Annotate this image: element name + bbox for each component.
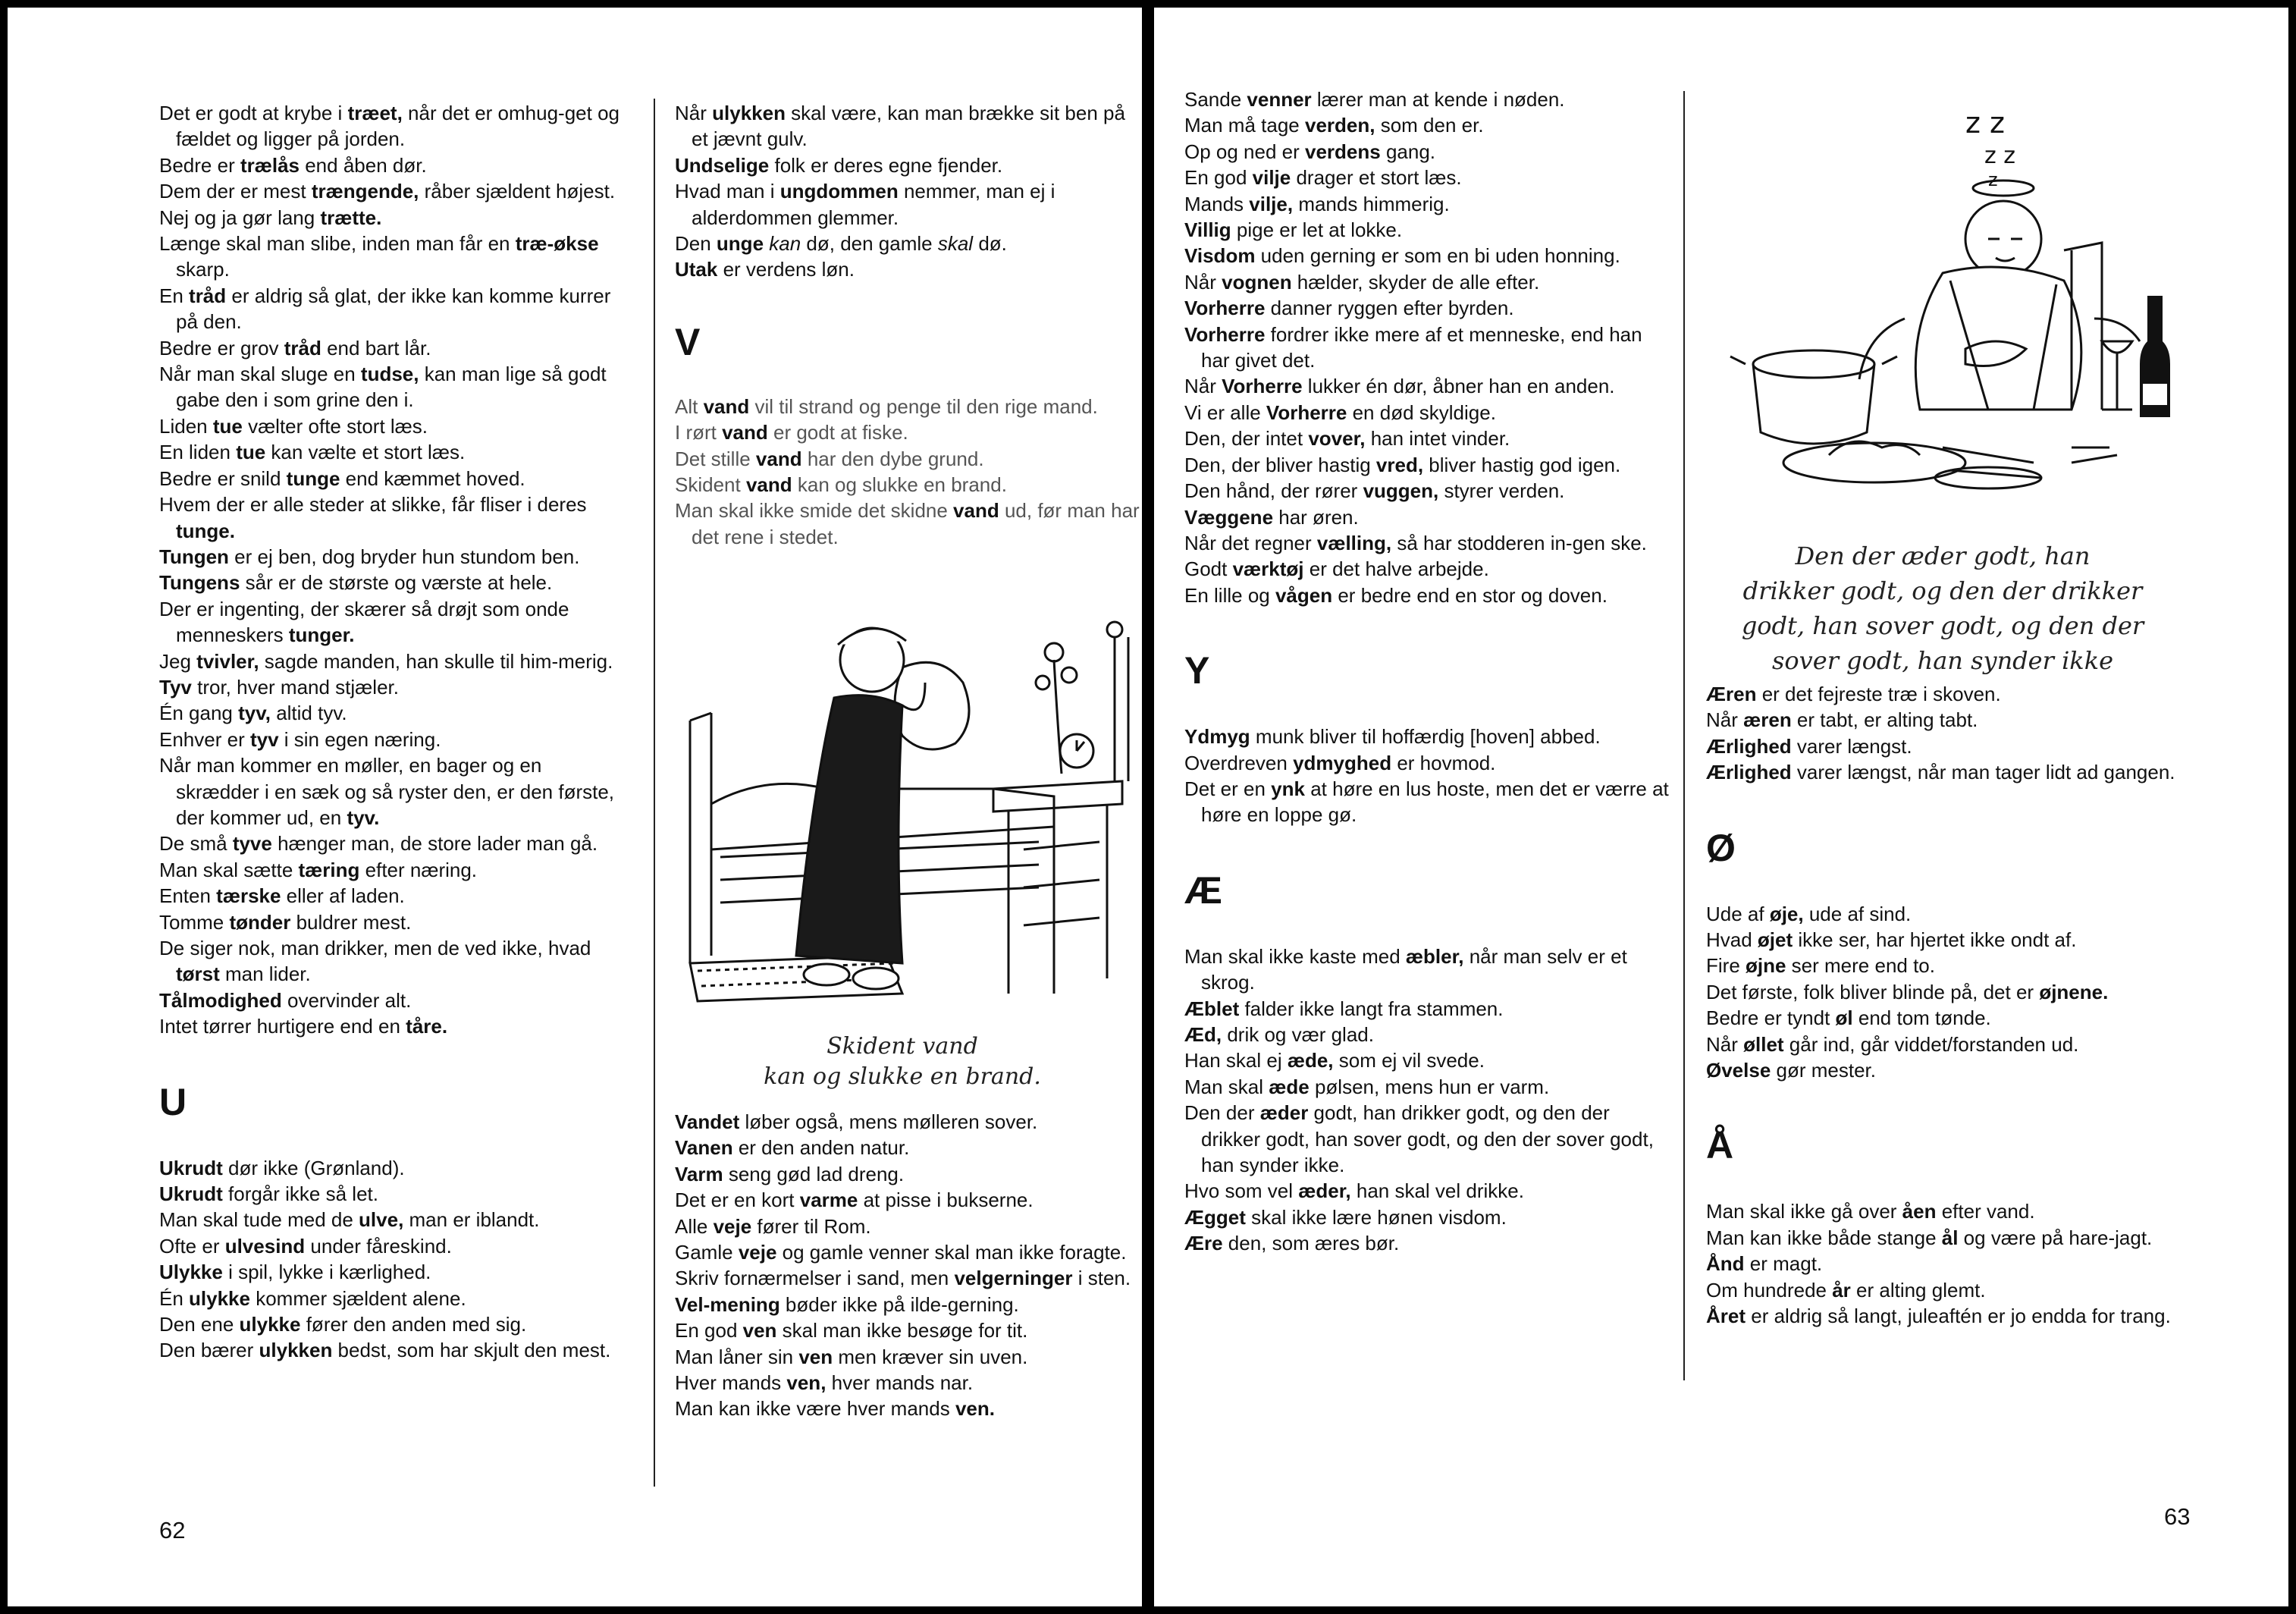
keyword: vand [745,473,792,497]
proverb-entry: Hvo som vel æder, han skal vel drikke. [1184,1179,1524,1203]
sleeping-man-illustration [1715,91,2185,516]
keyword: Æblet [1184,997,1240,1020]
keyword: æder, [1298,1179,1351,1203]
proverb-entry: Alle veje fører til Rom. [675,1214,871,1238]
keyword: Vorherre [1222,375,1303,398]
proverb-entry: En lille og vågen er bedre end en stor og doven. [1184,583,1608,607]
keyword: vilje, [1249,192,1294,215]
keyword: unge [716,232,764,256]
proverb-entry: Ude af øje, ude af sind. [1706,902,1912,925]
keyword: vælling, [1316,531,1392,554]
proverb-entry: Det stille vand har den dybe grund. [675,447,984,470]
keyword: vand [703,394,750,418]
section-heading-aa: Å [1706,1124,1734,1167]
keyword: vuggen, [1363,479,1439,503]
proverb-entry: Liden tue vælter ofte stort læs. [159,414,428,438]
proverb-entry: Året er aldrig så langt, juleaftén er jo endda for trang. [1706,1305,2171,1328]
entries-ae-right [1706,681,2191,786]
keyword: tvivler, [196,649,259,673]
keyword: Ærlighed [1706,761,1792,784]
keyword: Visdom [1184,244,1256,268]
proverb-entry: Når æren er tabt, er alting tabt. [1706,708,1978,732]
keyword: tærske [216,884,281,908]
proverb-entry: Når man kommer en møller, en bager og en skrædder i en sæk og så ryster den, er den første, der kommer ud, en tyv. [159,754,615,829]
keyword: Utak [675,258,718,281]
proverb-entry: Ærlighed varer længst. [1706,734,1912,758]
keyword: tåre. [406,1015,448,1038]
keyword: verden, [1304,114,1375,137]
proverb-entry: Når ulykken skal være, kan man brække sit ben på et jævnt gulv. [675,102,1125,151]
proverb-entry: Der er ingenting, der skærer så drøjt som onde menneskers tunger. [159,597,569,647]
proverb-entry: Nej og ja gør lang trætte. [159,206,382,229]
proverb-entry: Når det regner vælling, så har stodderen in-gen ske. [1184,531,1647,554]
keyword: trætte. [320,206,382,229]
keyword: øl [1835,1006,1853,1030]
entries-u-cont [675,100,1142,283]
keyword: vand [953,499,999,523]
proverb-entry: Bedre er tyndt øl end tom tønde. [1706,1006,1991,1030]
entries-t [159,100,622,1040]
keyword: tråd [284,336,322,360]
proverb-entry: Ofte er ulvesind under fåreskind. [159,1234,452,1258]
keyword: Ærlighed [1706,734,1792,758]
keyword: Væggene [1184,505,1274,529]
keyword: tue [236,441,266,464]
proverb-entry: Den ene ulykke fører den anden med sig. [159,1313,527,1336]
keyword: vilje [1252,166,1291,190]
keyword: tue [212,414,243,438]
proverb-entry: Ydmyg munk bliver til hoffærdig [hoven] abbed. [1184,725,1601,749]
proverb-entry: Man skal ikke gå over åen efter vand. [1706,1200,2035,1223]
keyword: Ægget [1184,1205,1246,1229]
proverb-entry: Æren er det fejreste træ i skoven. [1706,683,2001,705]
entries-v-right [1184,86,1670,608]
proverb-entry: Tålmodighed overvinder alt. [159,988,412,1012]
keyword: Varm [675,1162,723,1185]
column-divider [654,99,655,1487]
proverb-entry: Det er en ynk at høre en lus hoste, men det er værre at høre en loppe gø. [1184,777,1669,827]
keyword: ynk [1271,777,1305,800]
proverb-entry: Bedre er grov tråd end bart lår. [159,336,431,360]
proverb-entry: En god ven skal man ikke besøge for tit. [675,1319,1028,1342]
keyword: ulykke [189,1286,250,1310]
proverb-entry: Den bærer ulykken bedst, som har skjult den mest. [159,1339,611,1362]
keyword: tudse, [360,363,419,386]
keyword: tønder [229,910,291,934]
keyword: ungdommen [779,180,899,203]
proverb-entry: Hvad man i ungdommen nemmer, man ej i alderdommen glemmer. [675,180,1055,229]
proverb-entry: Den der æder godt, han drikker godt, og den der drikker godt, han sover godt, og den der sover godt, han synder ikke. [1184,1101,1654,1176]
proverb-entry: Den unge kan dø, den gamle skal dø. [675,232,1007,256]
keyword: øjet [1757,928,1793,952]
proverb-entry: Den hånd, der rører vuggen, styrer verden. [1184,479,1565,503]
proverb-entry: Bedre er trælås end åben dør. [159,153,427,177]
proverb-entry: Ånd er magt. [1706,1252,1823,1276]
keyword: Tyv [159,675,192,699]
keyword: Tungen [159,545,229,568]
proverb-entry: Sande venner lærer man at kende i nøden. [1184,88,1565,111]
proverb-entry: Man låner sin ven men kræver sin uven. [675,1345,1028,1368]
proverb-entry: Man skal æde pølsen, mens hun er varm. [1184,1075,1550,1098]
keyword: Vorherre [1266,400,1347,424]
proverb-entry: Skriv fornærmelser i sand, men velgerninger i sten. [675,1267,1131,1290]
keyword: Vel-mening [675,1292,780,1316]
entries-aa [1706,1198,2191,1329]
keyword: ål [1941,1226,1959,1249]
proverb-entry: Fire øjne ser mere end to. [1706,954,1935,978]
svg-text:z: z [1988,169,1998,190]
svg-text:z z: z z [1984,143,2016,169]
keyword: trængende, [311,180,419,203]
proverb-entry: Vorherre danner ryggen efter byrden. [1184,297,1514,320]
proverb-entry: Ukrudt forgår ikke så let. [159,1182,378,1206]
keyword: år [1832,1278,1851,1302]
keyword: Ukrudt [159,1182,223,1206]
proverb-entry: Vi er alle Vorherre en død skyldige. [1184,400,1496,424]
keyword: vred, [1375,453,1424,476]
keyword: Ydmyg [1184,725,1250,749]
keyword: ulve, [359,1208,404,1232]
keyword: æde, [1287,1049,1334,1072]
proverb-entry: Ulykke i spil, lykke i kærlighed. [159,1261,431,1284]
proverb-entry: Vel-mening bøder ikke på ilde-gerning. [675,1292,1019,1316]
keyword: tyv [249,727,279,751]
keyword: ulykken [259,1339,333,1362]
keyword: ven [742,1319,777,1342]
keyword: tyv, [238,702,271,725]
proverb-entry: Det er godt at krybe i træet, når det er omhug-get og fældet og ligger på jorden. [159,102,619,151]
proverb-entry: Tomme tønder buldrer mest. [159,910,412,934]
keyword: ven, [786,1371,826,1395]
illustration-caption: Skident vand kan og slukke en brand. [764,1033,1041,1090]
keyword: tunge [286,466,340,490]
proverb-entry: Han skal ej æde, som ej vil svede. [1184,1049,1485,1072]
left-column-2-bottom [675,1109,1142,1422]
keyword: Øvelse [1706,1059,1771,1082]
entries-y [1184,724,1670,828]
proverb-entry: I rørt vand er godt at fiske. [675,421,908,444]
proverb-entry: Én ulykke kommer sjældent alene. [159,1286,466,1310]
proverb-entry: Visdom uden gerning er som en bi uden honning. [1184,244,1620,268]
section-heading-ae: Æ [1184,868,1222,912]
section-heading-v: V [675,320,701,363]
keyword: Ukrudt [159,1156,223,1179]
proverb-entry: Gamle veje og gamle venner skal man ikke foragte. [675,1241,1127,1264]
keyword: tunger. [288,623,355,647]
keyword: øjne [1746,954,1786,978]
proverb-entry: Alt vand vil til strand og penge til den rige mand. [675,394,1098,418]
page-number-right: 63 [2164,1503,2191,1530]
keyword: vognen [1222,270,1292,294]
keyword: ulvesind [224,1234,306,1258]
keyword: ven [798,1345,833,1368]
keyword: Villig [1184,218,1231,242]
proverb-entry: Den, der bliver hastig vred, bliver hastig god igen. [1184,453,1621,476]
keyword: varme [799,1189,858,1212]
section-heading-oe: Ø [1706,826,1736,869]
keyword: vand [722,421,768,444]
proverb-entry: Ærlighed varer længst, når man tager lidt ad gangen. [1706,761,2175,784]
proverb-entry: Vanen er den anden natur. [675,1136,910,1160]
keyword: æren [1743,708,1792,732]
keyword: vover, [1308,427,1366,451]
keyword: tunge. [176,519,235,542]
keyword: æde [1269,1075,1310,1098]
section-heading-u: U [159,1080,187,1123]
page-number-left: 62 [159,1517,186,1543]
proverb-entry: Undselige folk er deres egne fjender. [675,153,1003,177]
keyword: øjnene. [2039,980,2109,1003]
proverb-entry: Overdreven ydmyghed er hovmod. [1184,751,1496,774]
keyword: ulykken [712,102,786,124]
proverb-entry: Man kan ikke være hver mands ven. [675,1397,995,1421]
proverb-entry: Skident vand kan og slukke en brand. [675,473,1007,497]
proverb-entry: Vorherre fordrer ikke mere af et menneske, end han har givet det. [1184,322,1642,372]
proverb-entry: Mands vilje, mands himmerig. [1184,192,1450,215]
keyword: øje, [1769,902,1804,925]
right-column-1 [1184,86,1670,1257]
proverb-entry: En god vilje drager et stort læs. [1184,166,1462,190]
proverb-entry: Én gang tyv, altid tyv. [159,702,347,725]
keyword: tæring [298,858,360,881]
keyword: Vanen [675,1136,733,1160]
left-column-2 [675,100,1142,550]
woman-washing-illustration [675,599,1142,1009]
keyword: vågen [1275,583,1333,607]
proverb-entry: Man må tage verden, som den er. [1184,114,1484,137]
keyword: velgerninger [954,1267,1073,1290]
keyword: træet, [347,102,403,124]
keyword: Vorherre [1184,322,1266,346]
proverb-entry: Hvem der er alle steder at slikke, får fliser i deres tunge. [159,493,587,542]
proverb-entry: Æd, drik og vær glad. [1184,1022,1374,1046]
proverb-entry: Når man skal sluge en tudse, kan man lige så godt gabe den i som grine den i. [159,363,607,412]
keyword: trælås [240,153,300,177]
proverb-entry: Intet tørrer hurtigere end en tåre. [159,1015,448,1038]
keyword: Æd, [1184,1022,1222,1046]
keyword: åen [1902,1200,1937,1223]
keyword: tyv. [347,805,380,829]
keyword: tråd [189,284,227,307]
proverb-entry: De siger nok, man drikker, men de ved ikke, hvad tørst man lider. [159,937,591,986]
proverb-entry: Ægget skal ikke lære hønen visdom. [1184,1205,1507,1229]
keyword: vand [755,447,802,470]
proverb-entry: Villig pige er let at lokke. [1184,218,1403,242]
proverb-entry: Hvad øjet ikke ser, har hjertet ikke ondt af. [1706,928,2077,952]
keyword: venner [1247,88,1312,111]
keyword: ulykke [239,1313,301,1336]
proverb-entry: Tungens sår er de største og værste at hele. [159,571,553,595]
proverb-entry: De små tyve hænger man, de store lader man gå. [159,832,598,856]
proverb-entry: Det første, folk bliver blinde på, det er øjnene. [1706,980,2109,1003]
keyword: veje [713,1214,752,1238]
entries-ae [1184,944,1670,1257]
left-column-1 [159,100,622,1364]
keyword: veje [738,1241,777,1264]
proverb-entry: Når øllet går ind, går viddet/forstanden ud. [1706,1032,2079,1056]
proverb-entry: Man kan ikke både stange ål og være på hare-jagt. [1706,1226,2153,1249]
keyword: tørst [176,962,220,986]
proverb-entry: Enhver er tyv i sin egen næring. [159,727,441,751]
proverb-entry: Tyv tror, hver mand stjæler. [159,675,399,699]
illustration-caption-right: Den der æder godt, han drikker godt, og den der drikker godt, han sover godt, og den der sover godt, han synder ikke [1741,542,2144,675]
proverb-entry: Det er en kort varme at pisse i bukserne. [675,1189,1034,1212]
proverb-entry: Man skal sætte tæring efter næring. [159,858,478,881]
keyword: Æren [1706,683,1757,705]
entries-v-cont [675,1109,1142,1422]
proverb-entry: Hver mands ven, hver mands nar. [675,1371,974,1395]
proverb-entry: Man skal ikke smide det skidne vand ud, før man har det rene i stedet. [675,499,1140,548]
proverb-entry: Dem der er mest trængende, råber sjældent højest. [159,180,616,203]
column-divider-right [1683,91,1685,1380]
keyword: Tålmodighed [159,988,282,1012]
proverb-entry: Ære den, som æres bør. [1184,1232,1400,1255]
proverb-entry: Den, der intet vover, han intet vinder. [1184,427,1510,451]
keyword: øllet [1743,1032,1784,1056]
keyword: Undselige [675,153,770,177]
right-page [1154,8,2288,1606]
keyword: Vandet [675,1110,740,1133]
keyword: Ulykke [159,1261,223,1284]
keyword: Ånd [1706,1252,1745,1276]
keyword: værktøj [1232,557,1304,581]
entries-u [159,1155,622,1364]
proverb-entry: Enten tærske eller af laden. [159,884,405,908]
proverb-entry: Væggene har øren. [1184,505,1359,529]
entries-oe [1706,901,2191,1084]
proverb-entry: Jeg tvivler, sagde manden, han skulle til him-merig. [159,649,613,673]
proverb-entry: Længe skal man slibe, inden man får en træ-økse skarp. [159,232,599,281]
proverb-entry: Utak er verdens løn. [675,258,855,281]
proverb-entry: Ukrudt dør ikke (Grønland). [159,1156,405,1179]
keyword: ydmyghed [1293,751,1392,774]
proverb-entry: Når vognen hælder, skyder de alle efter. [1184,270,1540,294]
keyword: tyve [232,832,272,856]
proverb-entry: Om hundrede år er alting glemt. [1706,1278,1986,1302]
proverb-entry: En tråd er aldrig så glat, der ikke kan komme kurrer på den. [159,284,611,334]
keyword: Tungens [159,571,240,595]
proverb-entry: Øvelse gør mester. [1706,1059,1876,1082]
keyword: verdens [1305,140,1381,163]
sleep-zzz: z z [1965,106,2005,140]
keyword: æbler, [1405,944,1464,968]
left-page [8,8,1142,1606]
proverb-entry: En liden tue kan vælte et stort læs. [159,441,466,464]
right-column-2 [1706,681,2191,1330]
entries-v [675,394,1142,550]
keyword: Året [1706,1305,1746,1328]
proverb-entry: Op og ned er verdens gang. [1184,140,1436,163]
proverb-entry: Man skal tude med de ulve, man er iblandt. [159,1208,540,1232]
section-heading-y: Y [1184,649,1210,692]
proverb-entry: Når Vorherre lukker én dør, åbner han en anden. [1184,375,1615,398]
keyword: æder [1259,1101,1309,1125]
proverb-entry: Bedre er snild tunge end kæmmet hoved. [159,466,525,490]
proverb-entry: Æblet falder ikke langt fra stammen. [1184,997,1504,1020]
proverb-entry: Godt værktøj er det halve arbejde. [1184,557,1489,581]
proverb-entry: Man skal ikke kaste med æbler, når man selv er et skrog. [1184,944,1627,994]
keyword: Vorherre [1184,297,1266,320]
proverb-entry: Varm seng gød lad dreng. [675,1162,905,1185]
proverb-entry: Vandet løber også, mens mølleren sover. [675,1110,1038,1133]
keyword: ven. [955,1397,995,1421]
keyword: træ-økse [515,232,599,256]
keyword: Ære [1184,1232,1223,1255]
proverb-entry: Tungen er ej ben, dog bryder hun stundom ben. [159,545,580,568]
